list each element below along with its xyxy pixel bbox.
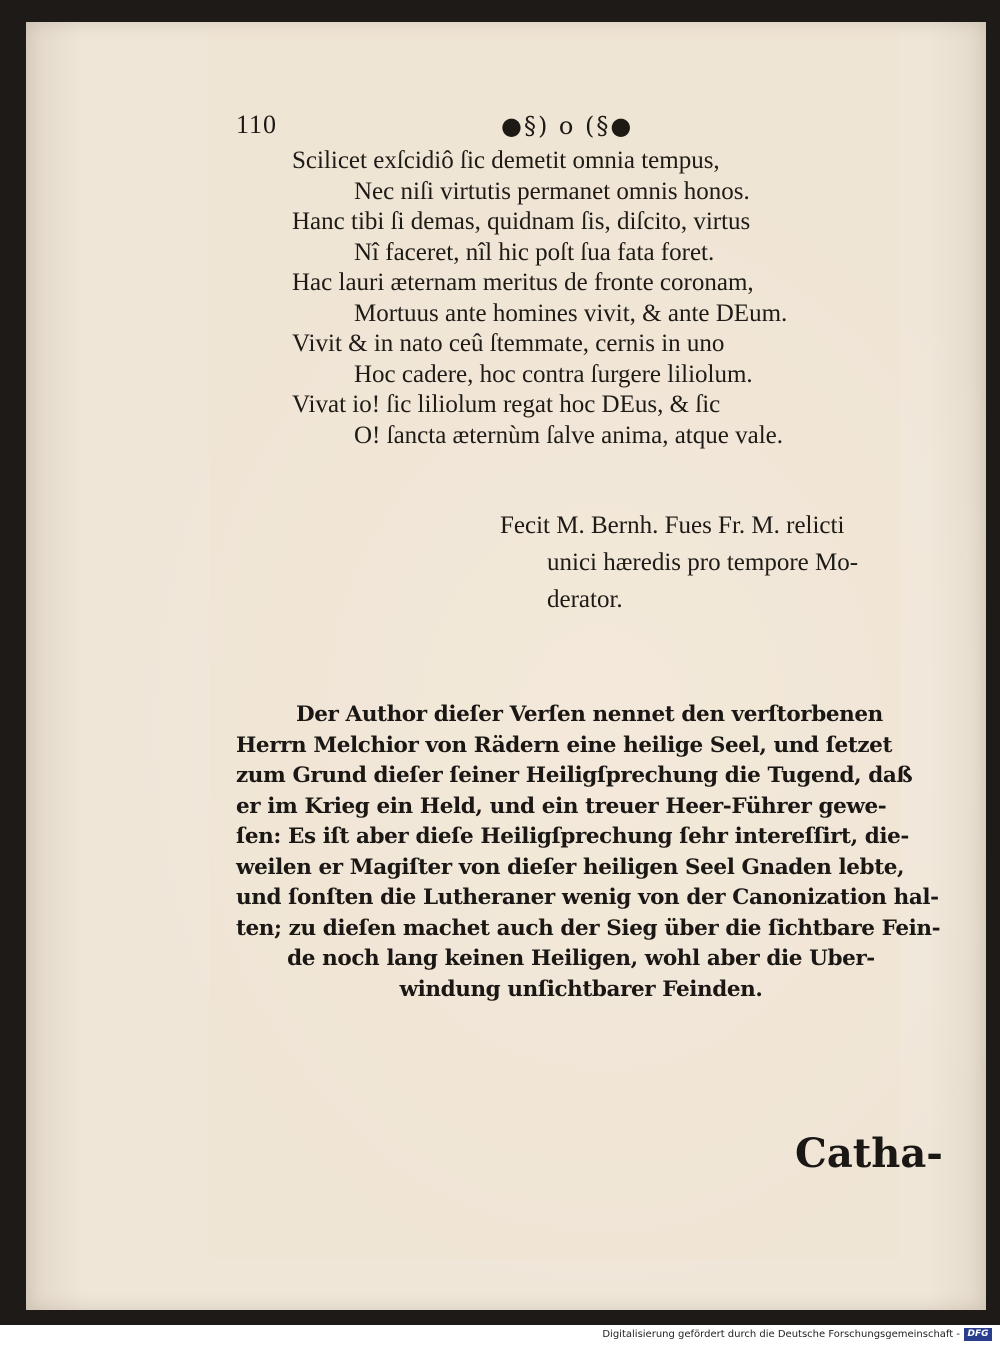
author-signature [500, 507, 920, 618]
signature-line: unici hæredis pro tempore Mo- [547, 549, 859, 576]
commentary-line: ſen: Es iſt aber dieſe Heiligſprechung ſehr intereſſirt, die- [236, 824, 909, 849]
commentary-line: Herrn Melchior von Rädern eine heilige Seel, und ſetzet [236, 732, 892, 758]
signature-line: Fecit M. Bernh. Fues Fr. M. relicti [500, 512, 845, 539]
page-number: 110 [236, 110, 278, 139]
poem-line: Hoc cadere, hoc contra ſurgere liliolum. [354, 360, 753, 388]
latin-poem [292, 146, 892, 451]
poem-line: Nec niſi virtutis permanet omnis honos. [354, 177, 750, 205]
commentary-line: de noch lang keinen Heiligen, wohl aber die Uber- [287, 946, 875, 971]
catchword: Catha- [795, 1130, 943, 1177]
commentary-line: er im Krieg ein Held, und ein treuer Heer-Führer gewe- [236, 793, 887, 819]
commentary-line: Der Author dieſer Verſen nennet den verſtorbenen [296, 702, 883, 727]
commentary-line: und ſonſten die Lutheraner wenig von der Canonization hal- [236, 885, 939, 910]
header-ornament: ●§) o (§● [501, 112, 634, 140]
commentary-line: ten; zu dieſen machet auch der Sieg über die ſichtbare Fein- [236, 915, 941, 941]
poem-line: Mortuus ante homines vivit, & ante DEum. [354, 299, 788, 327]
poem-line: Vivit & in nato ceû ſtemmate, cernis in uno [292, 330, 725, 357]
footer-credit: Digitalisierung gefördert durch die Deutsche Forschungsgemeinschaft - [602, 1329, 960, 1340]
poem-line: O! ſancta æternùm ſalve anima, atque vale. [354, 421, 783, 449]
commentary-line: weilen er Magiſter von dieſer heiligen Seel Gnaden lebte, [236, 854, 905, 880]
page-header [236, 110, 916, 146]
poem-line: Nî faceret, nîl hic poſt ſua fata foret. [354, 238, 715, 266]
dfg-logo: DFG [964, 1328, 992, 1341]
poem-line: Scilicet exſcidiô ſic demetit omnia tempus, [292, 147, 720, 174]
signature-line: derator. [547, 586, 623, 613]
commentary-line: zum Grund dieſer ſeiner Heiligſprechung die Tugend, daß [236, 763, 913, 788]
poem-line: Hanc tibi ſi demas, quidnam ſis, diſcito, virtus [292, 208, 751, 235]
german-commentary [236, 700, 941, 1005]
poem-line: Hac lauri æternam meritus de fronte coronam, [292, 269, 754, 296]
commentary-line: windung unſichtbarer Feinden. [399, 976, 763, 1002]
poem-line: Vivat io! ſic liliolum regat hoc DEus, & ſic [292, 391, 721, 418]
